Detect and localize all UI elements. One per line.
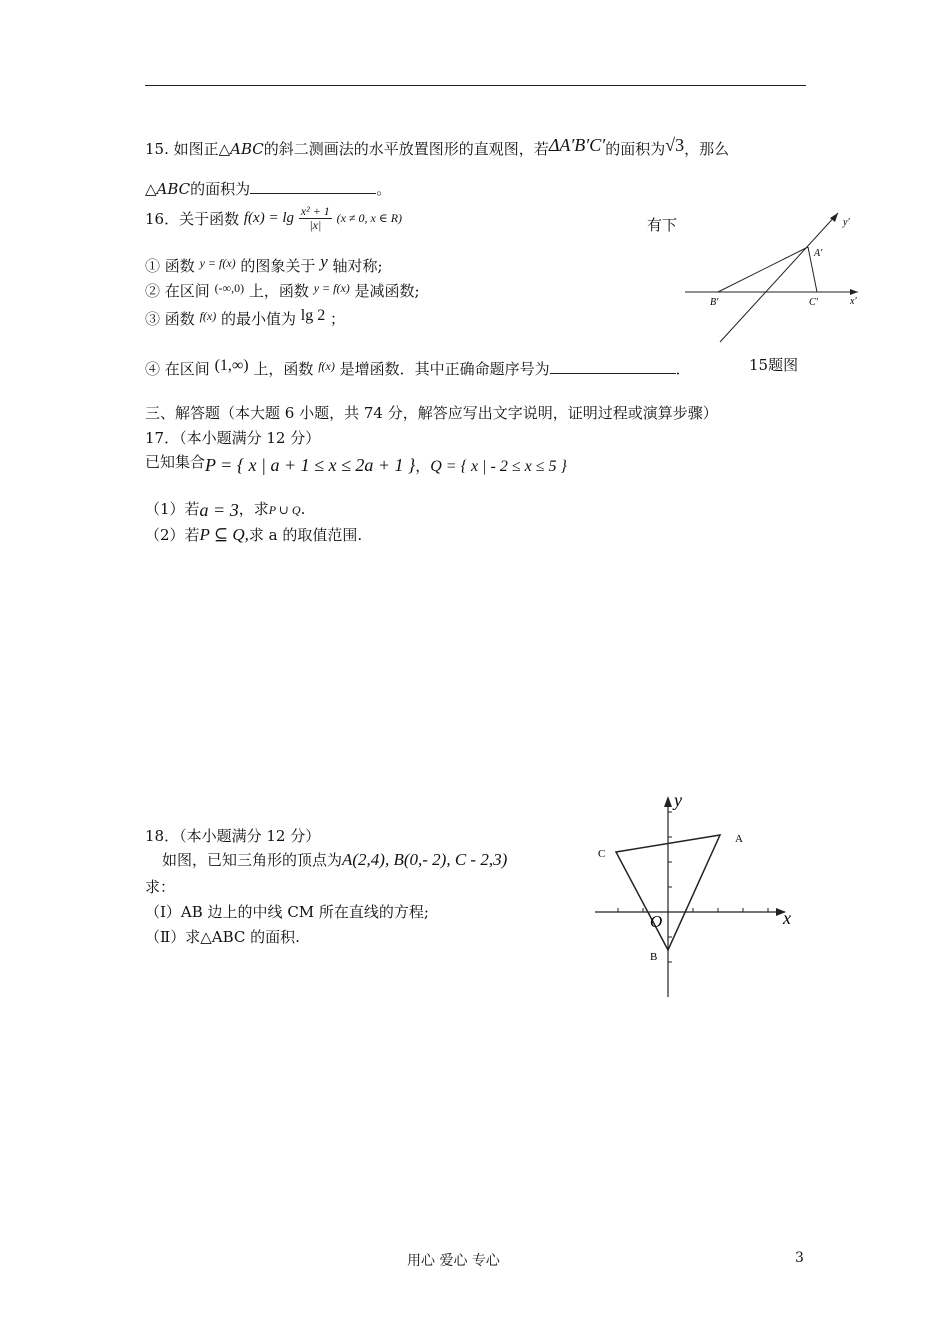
- section3-heading: 三、解答题（本大题 6 小题，共 74 分，解答应写出文字说明，证明过程或演算步骤）: [145, 404, 718, 422]
- q16-item3: ③ 函数 $^{f(x)}$ 的最小值为 lg 2 ；: [145, 307, 346, 328]
- figure-15-diagram: [680, 205, 870, 345]
- q18-line2: 求：: [145, 878, 176, 896]
- set-p: P = { x | a + 1 ≤ x ≤ 2a + 1 }: [205, 455, 416, 475]
- q16-item4: ④ 在区间 (1,∞) 上，函数 $^{f(x)}$ 是增函数．其中正确命题序号为 ．: [145, 357, 691, 378]
- q18-line1: 如图，已知三角形的顶点为A(2,4), B(0,- 2), C - 2,3): [162, 850, 508, 869]
- y-prime-label: y′: [843, 217, 850, 228]
- q15-line2: △ABC的面积为 。: [145, 180, 392, 198]
- q18-points: A(2,4), B(0,- 2), C - 2,3): [342, 850, 508, 869]
- y-axis-label: y: [674, 790, 682, 810]
- footer-motto: 用心 爱心 专心: [407, 1253, 500, 1269]
- q16-stem: 16．关于函数 f(x) = lg $\frac{\text{x² + 1}}{|x|}$ (x ≠ 0, x ∈ R): [145, 204, 403, 232]
- answer-blank: [250, 179, 376, 194]
- x-axis-label: x: [783, 908, 791, 928]
- q18-part1: （Ⅰ）AB 边上的中线 CM 所在直线的方程;: [145, 903, 429, 921]
- q16-item1: ① 函数 $^{y = f(x)}$ 的图象关于 y 轴对称;: [145, 252, 383, 275]
- set-q: Q = { x | - 2 ≤ x ≤ 5 }: [430, 458, 567, 475]
- figure-15-caption: 15题图: [749, 356, 799, 374]
- point-a-label: A′: [814, 248, 823, 259]
- q17-given: 已知集合P = { x | a + 1 ≤ x ≤ 2a + 1 }，Q = { x | - 2 ≤ x ≤ 5 }: [145, 453, 567, 475]
- x-arrow-icon: [850, 289, 858, 295]
- sqrt3: √3: [665, 135, 685, 155]
- q18-title: 18．（本小题满分 12 分）: [145, 827, 321, 845]
- q17-part2: （2）若P ⊆ Q,求 a 的取值范围.: [145, 525, 363, 544]
- q17-title: 17．（本小题满分 12 分）: [145, 429, 321, 447]
- page-number: 3: [795, 1250, 804, 1266]
- q17-part1: （1）若a = 3，求P ∪ Q.: [145, 500, 306, 520]
- y-arrow-icon: [664, 796, 672, 807]
- point-a-label: A: [735, 833, 743, 845]
- x-prime-label: x′: [850, 296, 857, 307]
- header-rule: [145, 85, 806, 86]
- segment-b-a: [718, 247, 808, 292]
- figure-18-diagram: [590, 790, 805, 1000]
- q16-item2: ② 在区间 $^{(-\infty,0)}$ 上，函数 $^{y = f(x)}$ 是减函数;: [145, 281, 420, 300]
- triangle-prime: ΔA′B′C′: [548, 135, 606, 155]
- point-b-label: B′: [710, 297, 719, 308]
- point-c-label: C′: [809, 297, 818, 308]
- origin-label: O: [650, 912, 663, 931]
- q15-line1: 15. 如图正△ABC的斜二测画法的水平放置图形的直观图，若ΔA′B′C′的面积为√3，那么: [145, 135, 730, 158]
- q16-fraction: $\frac{\text{x² + 1}}{|x|}$: [300, 204, 330, 232]
- q18-part2: （Ⅱ）求△ABC 的面积.: [145, 928, 300, 946]
- q16-tail: 有下: [647, 216, 678, 234]
- point-b-label: B: [650, 951, 658, 963]
- y-prime-axis: [720, 213, 838, 342]
- point-c-label: C: [598, 848, 606, 860]
- answer-blank: [550, 359, 676, 374]
